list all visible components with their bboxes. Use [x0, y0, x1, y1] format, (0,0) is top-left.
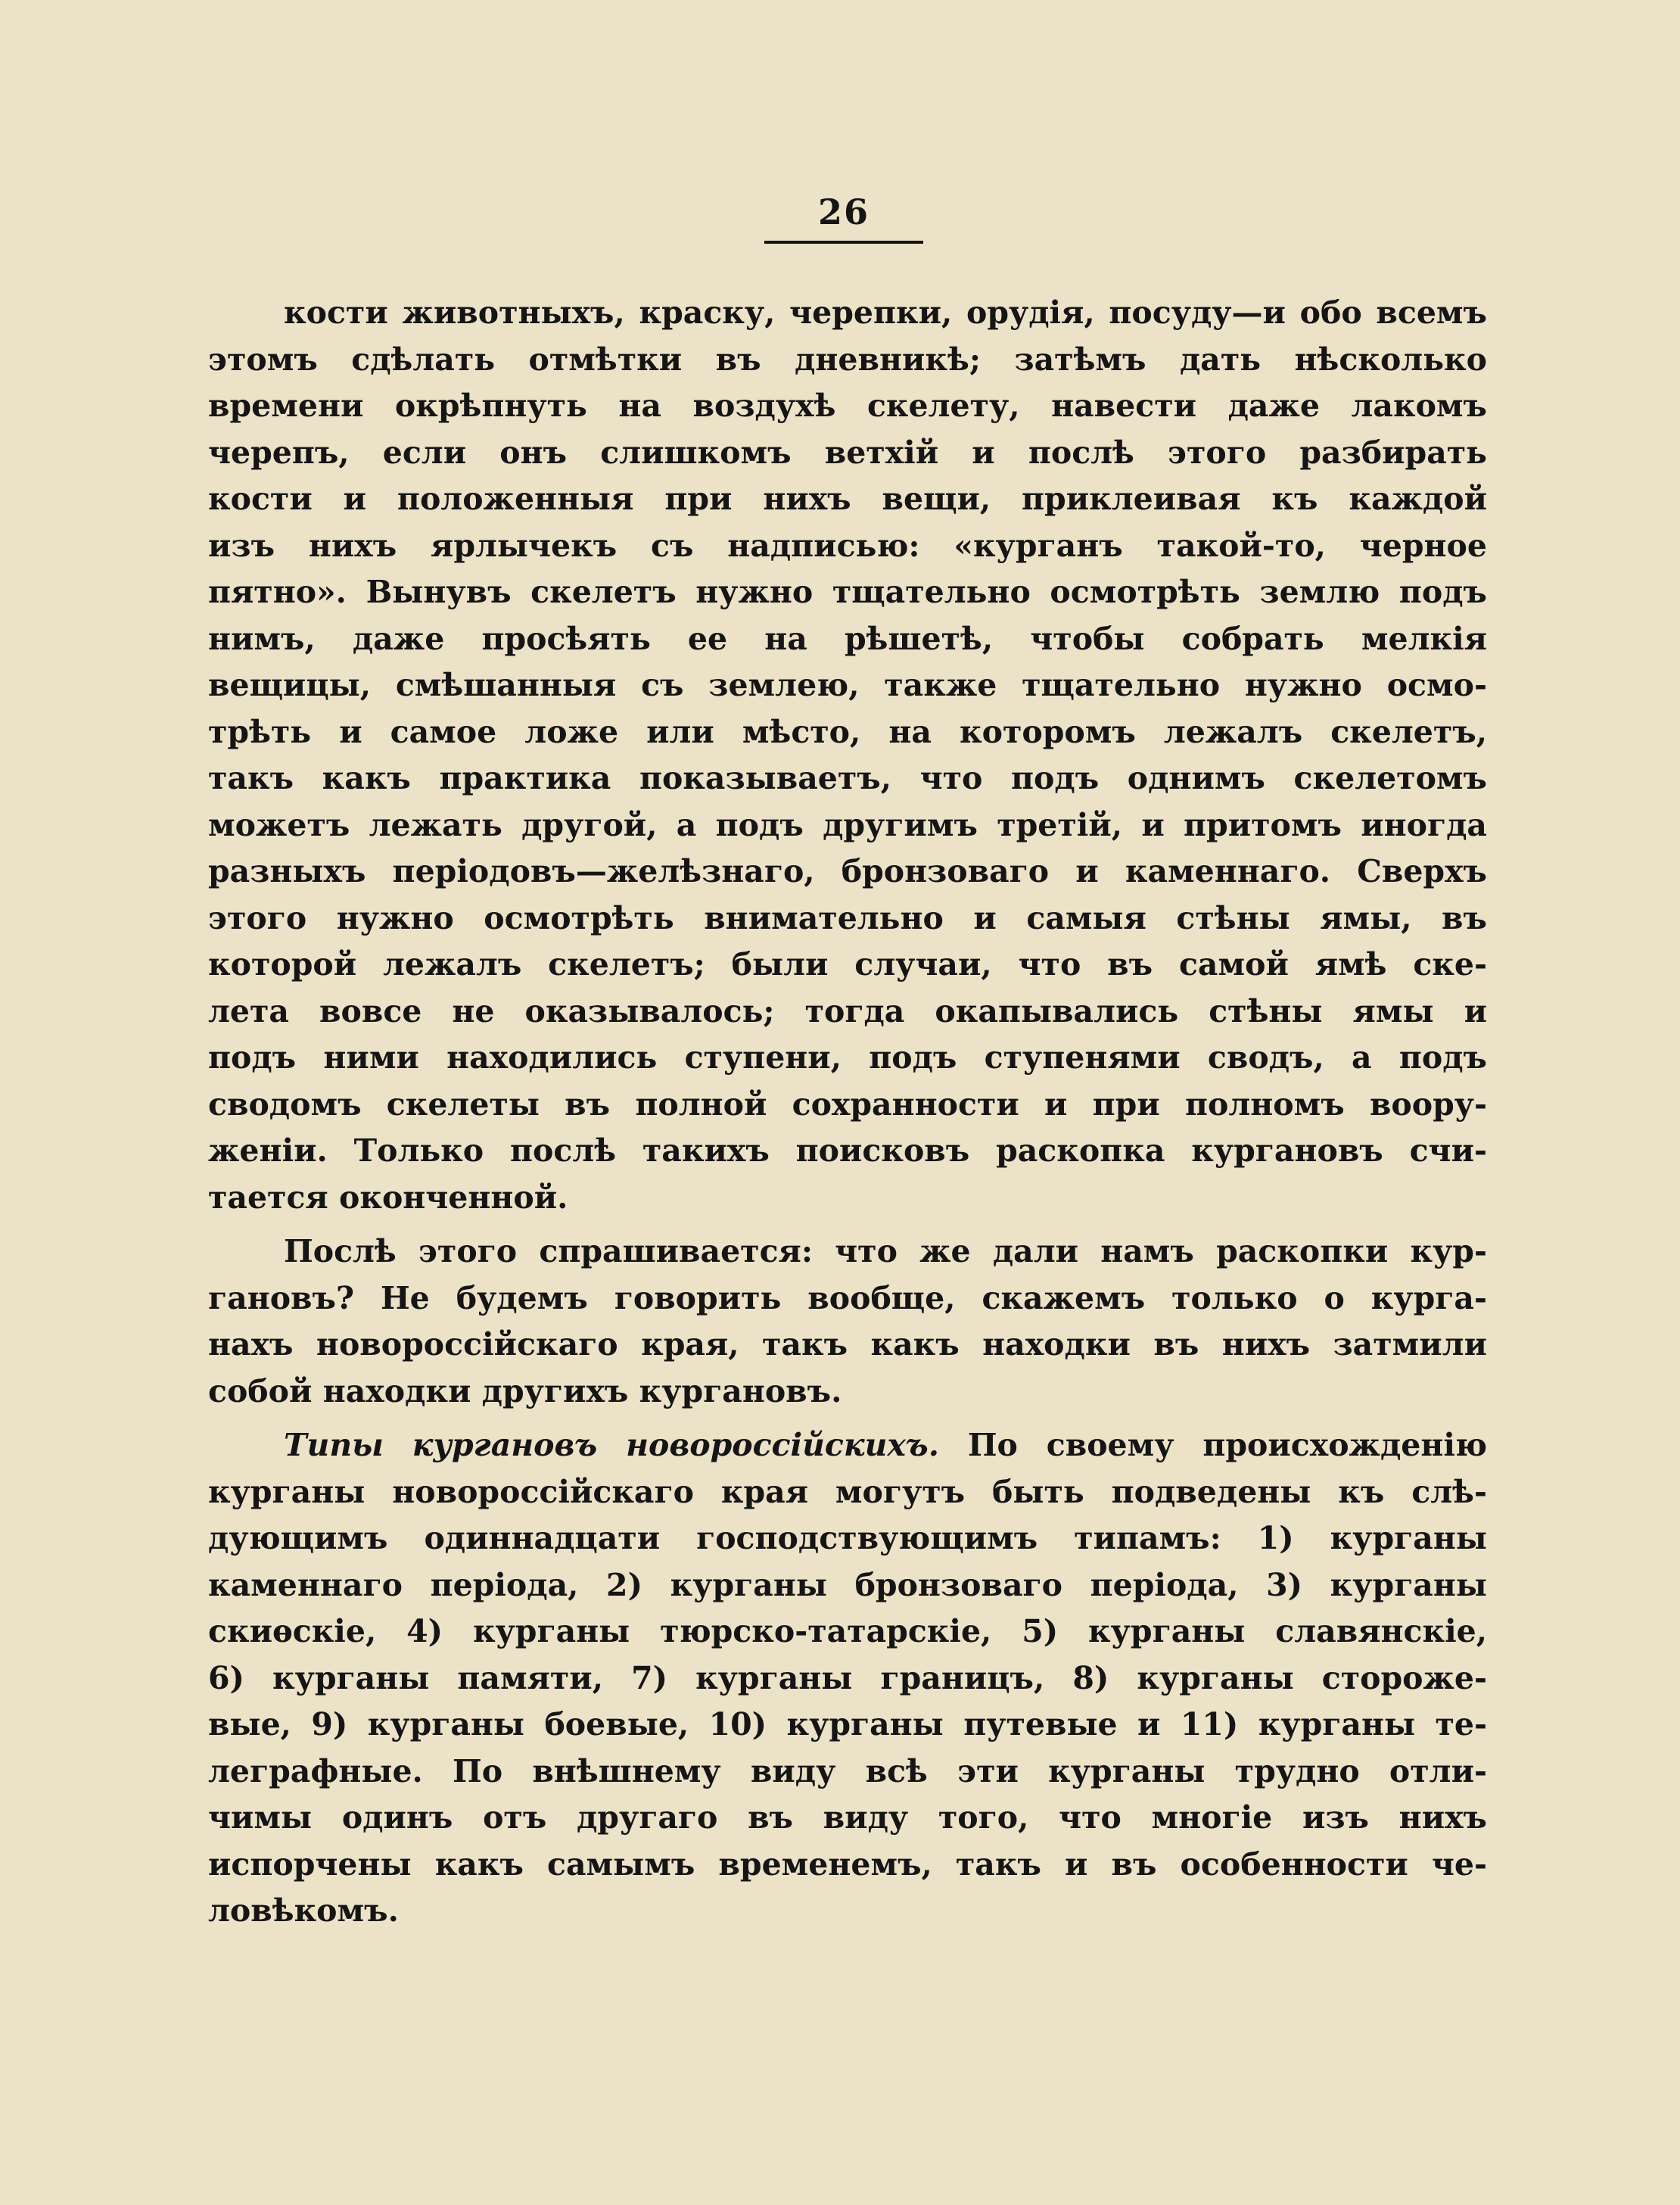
- text-line: сводомъ скелеты въ полной сохранности и при полномъ воору-: [208, 1085, 1487, 1123]
- text-line: 6) курганы памяти, 7) курганы границъ, 8) курганы стороже-: [208, 1659, 1487, 1696]
- text-line: такъ какъ практика показываетъ, что подъ однимъ скелетомъ: [208, 760, 1487, 796]
- text-line: лета вовсе не оказывалось; тогда окапывались стѣны ямы и: [208, 992, 1487, 1029]
- text-line: трѣть и самое ложе или мѣсто, на которомъ лежалъ скелетъ,: [208, 713, 1487, 750]
- text-line: испорчены какъ самымъ временемъ, такъ и въ особенности че-: [208, 1845, 1487, 1883]
- text-line: времени окрѣпнуть на воздухѣ скелету, навести даже лакомъ: [208, 388, 1487, 424]
- text-line: собой находки другихъ кургановъ.: [208, 1372, 842, 1409]
- text-line: гановъ? Не будемъ говорить вообще, скажемъ только о курга-: [208, 1279, 1487, 1316]
- text-line: тается оконченной.: [208, 1179, 568, 1216]
- text-line: ловѣкомъ.: [208, 1892, 399, 1929]
- page-number-rule: [764, 241, 923, 244]
- text-line: пятно». Вынувъ скелетъ нужно тщательно осмотрѣть землю подъ: [208, 574, 1487, 610]
- text-line: нахъ новороссійскаго края, такъ какъ находки въ нихъ затмили: [208, 1326, 1487, 1363]
- text-line: леграфные. По внѣшнему виду всѣ эти курганы трудно отли-: [208, 1752, 1487, 1789]
- text-line: этомъ сдѣлать отмѣтки въ дневникѣ; затѣмъ дать нѣсколько: [208, 341, 1487, 378]
- heading-line-rest: По своему происхожденію: [938, 1427, 1487, 1463]
- text-line: [208, 1422, 1487, 1469]
- text-line: курганы новороссійскаго края могутъ быть подведены къ слѣ-: [208, 1473, 1487, 1510]
- text-line: каменнаго періода, 2) курганы бронзоваго періода, 3) курганы: [208, 1566, 1487, 1603]
- text-line: кости и положенныя при нихъ вещи, приклеивая къ каждой: [208, 481, 1487, 517]
- body-text: [208, 290, 1487, 1935]
- paragraph-kurgan-types: [208, 1422, 1487, 1935]
- text-line: женіи. Только послѣ такихъ поисковъ раскопка кургановъ счи-: [208, 1132, 1487, 1169]
- text-line: которой лежалъ скелетъ; были случаи, что въ самой ямѣ ске-: [208, 946, 1487, 983]
- text-line: вещицы, смѣшанныя съ землею, также тщательно нужно осмо-: [208, 667, 1487, 703]
- text-line: Послѣ этого спрашивается: что же дали намъ раскопки кур-: [284, 1233, 1487, 1269]
- text-line: дующимъ одиннадцати господствующимъ типамъ: 1) курганы: [208, 1520, 1487, 1556]
- text-line: можетъ лежать другой, а подъ другимъ третій, и притомъ иногда: [208, 806, 1487, 843]
- text-line: изъ нихъ ярлычекъ съ надписью: «курганъ такой-то, черное: [208, 527, 1487, 564]
- text-line: кости животныхъ, краску, черепки, орудія, посуду—и обо всемъ: [284, 294, 1487, 331]
- page-number: 26: [817, 192, 870, 232]
- text-line: этого нужно осмотрѣть внимательно и самыя стѣны ямы, въ: [208, 899, 1487, 936]
- text-line: скиѳскіе, 4) курганы тюрско-татарскіе, 5) курганы славянскіе,: [208, 1613, 1487, 1649]
- text-line: чимы одинъ отъ другаго въ виду того, что многіе изъ нихъ: [208, 1799, 1487, 1836]
- paragraph-question: [208, 1229, 1487, 1415]
- text-line: подъ ними находились ступени, подъ ступенями сводъ, а подъ: [208, 1039, 1487, 1076]
- paragraph-excavation-method: [208, 290, 1487, 1221]
- text-line: разныхъ періодовъ—желѣзнаго, бронзоваго и каменнаго. Сверхъ: [208, 853, 1487, 889]
- text-line: черепъ, если онъ слишкомъ ветхій и послѣ этого разбирать: [208, 434, 1487, 471]
- text-line: нимъ, даже просѣять ее на рѣшетѣ, чтобы собрать мелкія: [208, 620, 1487, 657]
- section-heading: Типы кургановъ новороссійскихъ.: [284, 1427, 939, 1463]
- text-line: вые, 9) курганы боевые, 10) курганы путевые и 11) курганы те-: [208, 1706, 1487, 1743]
